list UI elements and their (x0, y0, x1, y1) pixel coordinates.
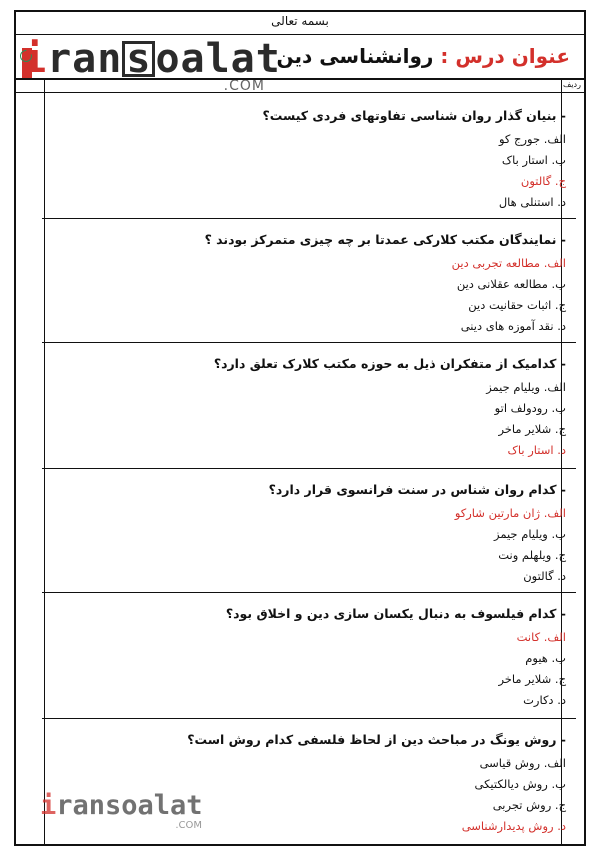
question-separator (42, 592, 576, 593)
answer-option: الف. جورج کو (498, 132, 566, 146)
logo-domain: .COM (223, 78, 265, 94)
question-text: - نمایندگان مکتب کلارکی عمدتا بر چه چیزی متمرکز بودند ؟ (204, 232, 566, 247)
row-number-header: ردیف (563, 80, 581, 89)
column-header-divider (16, 92, 584, 93)
answer-option-correct: الف. ژان مارتین شارکو (454, 506, 566, 520)
question-separator (42, 218, 576, 219)
answer-option: ج. اثبات حقانیت دین (468, 298, 566, 312)
answer-option-correct: الف. مطالعه تجربی دین (451, 256, 566, 270)
answer-option: الف. ویلیام جیمز (486, 380, 566, 394)
subject-heading (276, 44, 570, 68)
answer-option: ج. روش تجربی (492, 798, 566, 812)
answer-option: د. استنلی هال (498, 195, 566, 209)
question-block (66, 356, 566, 461)
question-block (66, 482, 566, 587)
watermark-wordmark: iransoalat (40, 790, 203, 821)
question-separator (42, 468, 576, 469)
question-text: - روش یونگ در مباحث دین از لحاظ فلسفی کدام روش است؟ (187, 732, 566, 747)
question-text: - کدام فیلسوف به دنبال یکسان سازی دین و اخلاق بود؟ (225, 606, 566, 621)
watermark-domain: .COM (175, 820, 202, 831)
answer-option: ب. هیوم (525, 651, 566, 665)
left-margin-line (44, 78, 45, 844)
answer-option: ج. شلایر ماخر (498, 422, 566, 436)
answer-option: ج. ویلهلم ونت (498, 548, 566, 562)
answer-option: ب. روش دیالکتیکی (474, 777, 566, 791)
question-block (66, 108, 566, 213)
question-text: - کدامیک از متفکران ذیل به حوزه مکتب کلارک تعلق دارد؟ (213, 356, 566, 371)
question-block (66, 606, 566, 711)
answer-option-correct: د. روش پدیدارشناسی (461, 819, 566, 833)
answer-option: د. گالتون (523, 569, 566, 583)
question-text: - بنیان گذار روان شناسی تفاوتهای فردی کیست؟ (262, 108, 566, 123)
answer-option-correct: د. استار باک (507, 443, 566, 457)
answer-option: ب. استار باک (501, 153, 566, 167)
footer-watermark (40, 790, 210, 835)
header-divider (16, 78, 584, 80)
answer-option: الف. روش قیاسی (479, 756, 566, 770)
answer-option: ب. رودولف اتو (494, 401, 566, 415)
logo-wordmark: iran s oalat (22, 36, 281, 82)
answer-option: ب. ویلیام جیمز (493, 527, 566, 541)
question-text: - کدام روان شناس در سنت فرانسوی قرار دارد؟ (268, 482, 566, 497)
question-separator (42, 342, 576, 343)
top-divider (16, 34, 584, 35)
answer-option: ب. مطالعه عقلانی دین (456, 277, 566, 291)
answer-option: د. دکارت (523, 693, 566, 707)
answer-option-correct: الف. کانت (516, 630, 566, 644)
bismillah-text: بسمه تعالی (271, 14, 329, 28)
answer-option: ج. شلایر ماخر (498, 672, 566, 686)
question-separator (42, 718, 576, 719)
subject-value: روانشناسی دین (276, 44, 434, 68)
answer-option-correct: ج. گالتون (520, 174, 566, 188)
answer-option: د. نقد آموزه های دینی (460, 319, 566, 333)
question-block (66, 232, 566, 337)
subject-label: عنوان درس : (440, 44, 570, 68)
